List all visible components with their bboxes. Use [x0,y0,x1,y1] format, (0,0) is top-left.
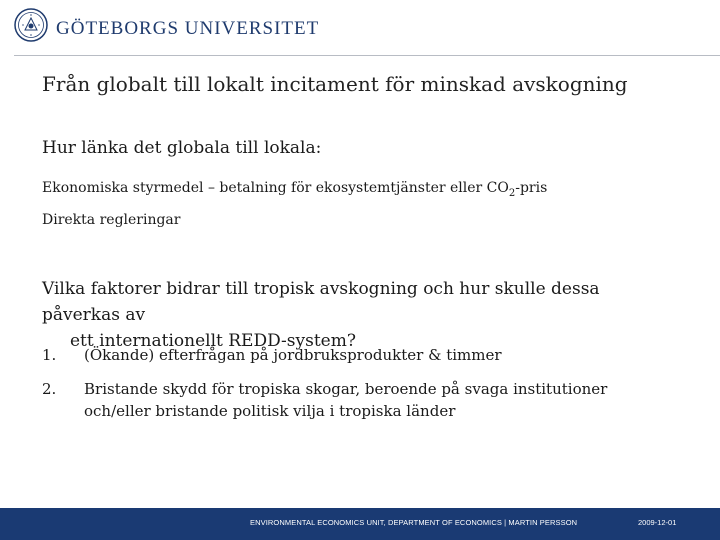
university-seal-logo [14,8,48,42]
question-line-2: ett internationellt REDD-system? [70,331,356,351]
list-text: (Ökande) efterfrågan på jordbruksprodukter & timmer [84,346,502,364]
point1-suffix: -pris [515,180,548,196]
point-economic-instruments [42,180,547,199]
footer-text: ENVIRONMENTAL ECONOMICS UNIT, DEPARTMENT OF ECONOMICS | MARTIN PERSSON [250,518,578,527]
header [0,0,720,62]
question [42,276,682,354]
list-number: 1. [42,346,57,364]
footer-bar [0,508,720,540]
question-line-1: Vilka faktorer bidrar till tropisk avskogning och hur skulle dessa påverkas av [42,279,600,325]
subheading: Hur länka det globala till lokala: [42,138,322,158]
header-divider [14,55,720,56]
list-text: Bristande skydd för tropiska skogar, beroende på svaga institutioner och/eller bristande politisk vilja i tropiska länder [84,380,608,420]
list-item [42,378,662,426]
footer-date: 2009-12-01 [638,518,677,527]
point1-text: Ekonomiska styrmedel – betalning för ekosystemtjänster eller CO [42,180,509,196]
point-direct-regulation: Direkta regleringar [42,212,181,228]
list-number: 2. [42,380,57,398]
list-item [42,344,662,368]
university-name: GÖTEBORGS UNIVERSITET [56,18,320,39]
point1-subscript: 2 [508,187,516,199]
slide-title: Från globalt till lokalt incitament för minskad avskogning [42,72,628,96]
